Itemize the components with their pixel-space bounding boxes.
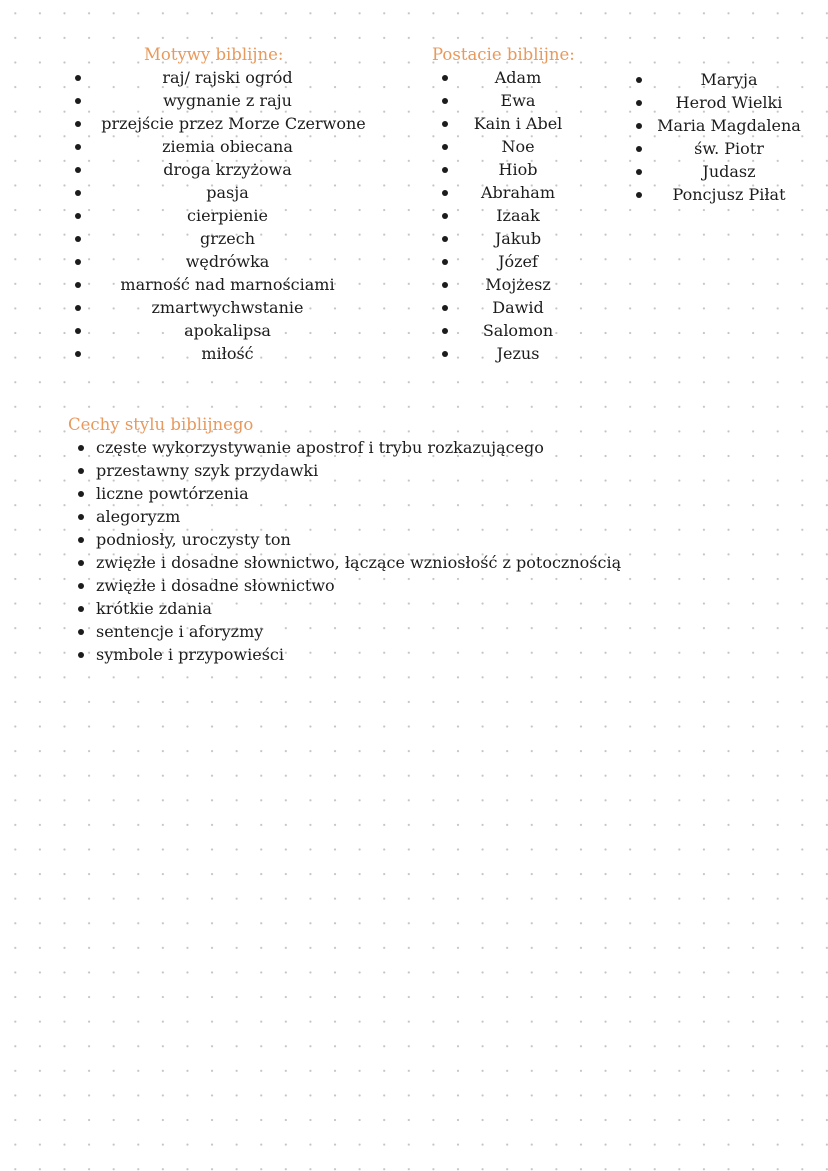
motifs-heading: Motywy biblijne:: [144, 45, 284, 64]
bullet-icon: [75, 328, 81, 334]
list-item: przejście przez Morze Czerwone: [65, 112, 390, 135]
bullet-icon: [442, 98, 448, 104]
bullet-icon: [75, 121, 81, 127]
bullet-icon: [75, 144, 81, 150]
bullet-icon: [78, 537, 84, 543]
list-item: zmartwychwstanie: [65, 296, 390, 319]
list-item: Kain i Abel: [438, 112, 598, 135]
bullet-icon: [75, 190, 81, 196]
bullet-icon: [636, 192, 642, 198]
bullet-icon: [78, 468, 84, 474]
list-item: marność nad marnościami: [65, 273, 390, 296]
list-item: częste wykorzystywanie apostrof i trybu rozkazującego: [68, 436, 788, 459]
style-list: [68, 436, 788, 666]
list-item: Poncjusz Piłat: [632, 183, 820, 206]
bullet-icon: [636, 146, 642, 152]
list-item: wędrówka: [65, 250, 390, 273]
list-item: przestawny szyk przydawki: [68, 459, 788, 482]
list-item: krótkie zdania: [68, 597, 788, 620]
bullet-icon: [442, 282, 448, 288]
bullet-icon: [442, 259, 448, 265]
list-item: liczne powtórzenia: [68, 482, 788, 505]
list-item: Józef: [438, 250, 598, 273]
list-item: alegoryzm: [68, 505, 788, 528]
list-item: wygnanie z raju: [65, 89, 390, 112]
list-item: Adam: [438, 66, 598, 89]
list-item: Herod Wielki: [632, 91, 820, 114]
bullet-icon: [442, 328, 448, 334]
style-heading: Cechy stylu biblijnego: [68, 415, 254, 434]
bullet-icon: [75, 305, 81, 311]
bullet-icon: [442, 144, 448, 150]
bullet-icon: [75, 167, 81, 173]
list-item: Abraham: [438, 181, 598, 204]
list-item: św. Piotr: [632, 137, 820, 160]
bullet-icon: [442, 305, 448, 311]
bullet-icon: [78, 445, 84, 451]
bullet-icon: [442, 167, 448, 173]
characters-heading: Postacie biblijne:: [432, 45, 575, 64]
list-item: sentencje i aforyzmy: [68, 620, 788, 643]
list-item: droga krzyżowa: [65, 158, 390, 181]
bullet-icon: [78, 606, 84, 612]
list-item: grzech: [65, 227, 390, 250]
list-item: zwięzłe i dosadne słownictwo, łączące wzniosłość z potocznością: [68, 551, 788, 574]
list-item: Dawid: [438, 296, 598, 319]
list-item: podniosły, uroczysty ton: [68, 528, 788, 551]
list-item: miłość: [65, 342, 390, 365]
bullet-icon: [75, 351, 81, 357]
bullet-icon: [442, 75, 448, 81]
characters-list-2: [632, 68, 820, 206]
list-item: zwięzłe i dosadne słownictwo: [68, 574, 788, 597]
list-item: Izaak: [438, 204, 598, 227]
bullet-icon: [636, 77, 642, 83]
characters-list-1: [438, 66, 598, 365]
bullet-icon: [75, 259, 81, 265]
bullet-icon: [442, 190, 448, 196]
bullet-icon: [442, 236, 448, 242]
list-item: apokalipsa: [65, 319, 390, 342]
list-item: Judasz: [632, 160, 820, 183]
bullet-icon: [78, 514, 84, 520]
list-item: Noe: [438, 135, 598, 158]
bullet-icon: [75, 236, 81, 242]
list-item: Jakub: [438, 227, 598, 250]
list-item: Ewa: [438, 89, 598, 112]
bullet-icon: [78, 652, 84, 658]
bullet-icon: [442, 351, 448, 357]
bullet-icon: [75, 213, 81, 219]
list-item: cierpienie: [65, 204, 390, 227]
bullet-icon: [78, 491, 84, 497]
bullet-icon: [636, 123, 642, 129]
list-item: symbole i przypowieści: [68, 643, 788, 666]
bullet-icon: [75, 75, 81, 81]
bullet-icon: [78, 629, 84, 635]
bullet-icon: [78, 583, 84, 589]
bullet-icon: [636, 100, 642, 106]
list-item: Mojżesz: [438, 273, 598, 296]
motifs-list: [65, 66, 390, 365]
list-item: Jezus: [438, 342, 598, 365]
list-item: ziemia obiecana: [65, 135, 390, 158]
list-item: Maria Magdalena: [632, 114, 820, 137]
bullet-icon: [78, 560, 84, 566]
bullet-icon: [442, 121, 448, 127]
list-item: Salomon: [438, 319, 598, 342]
list-item: Maryja: [632, 68, 820, 91]
list-item: pasja: [65, 181, 390, 204]
bullet-icon: [75, 282, 81, 288]
bullet-icon: [442, 213, 448, 219]
list-item: Hiob: [438, 158, 598, 181]
bullet-icon: [75, 98, 81, 104]
list-item: raj/ rajski ogród: [65, 66, 390, 89]
bullet-icon: [636, 169, 642, 175]
